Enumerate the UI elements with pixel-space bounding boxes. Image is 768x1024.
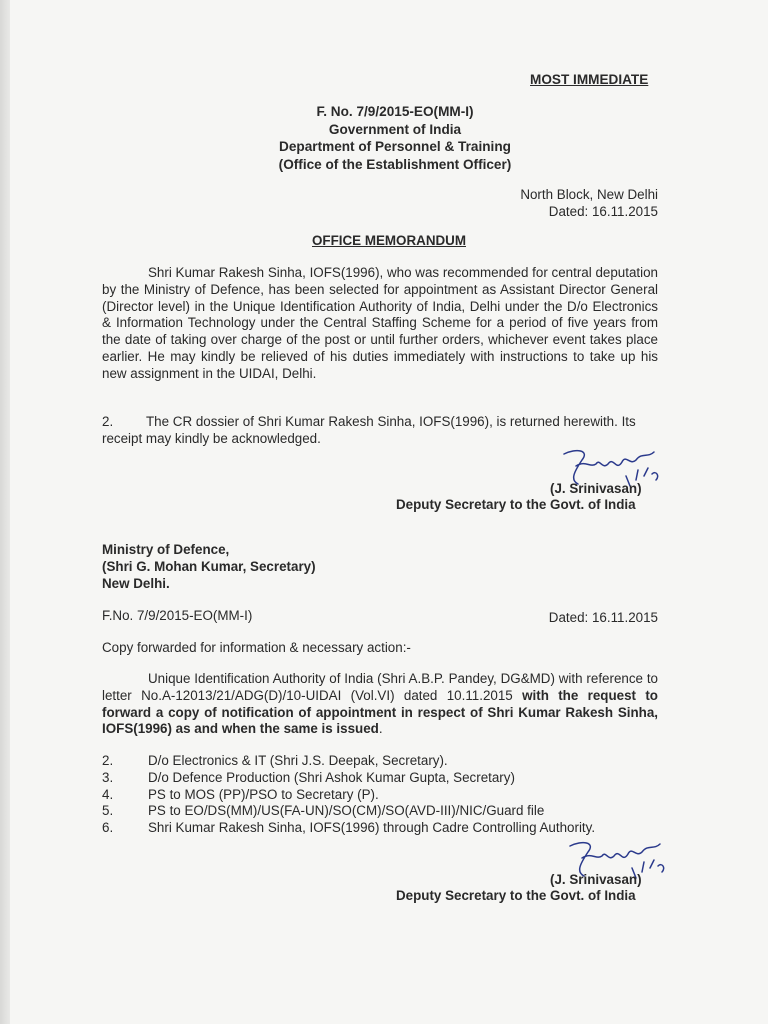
letterhead [230, 103, 560, 173]
list-item-number: 6. [102, 820, 114, 836]
memo-title: OFFICE MEMORANDUM [312, 233, 466, 248]
copy-item-1-text: Unique Identification Authority of India (Shri A.B.P. Pandey, DG&MD) with reference to letter No.A-12013/21/ADG(D)/10-UIDAI (Vol.VI) dated 10.11.2015 [102, 671, 658, 703]
copy-item-1-end: . [378, 721, 383, 737]
addressee-ministry: Ministry of Defence, [102, 542, 230, 557]
paragraph-number: 2. [102, 414, 114, 429]
copy-list [102, 753, 595, 837]
list-item [102, 753, 595, 770]
org-department: Department of Personnel & Training [279, 139, 511, 154]
paragraph-text: The CR dossier of Shri Kumar Rakesh Sinha, IOFS(1996), is returned herewith. Its receipt may kindly be acknowledged. [102, 414, 636, 446]
list-item [102, 787, 595, 804]
list-item [102, 820, 595, 837]
memo-paragraph-1: Shri Kumar Rakesh Sinha, IOFS(1996), who was recommended for central deputation by the Ministry of Defence, has been selected for appointment as Assistant Director General (Director level) in the Unique Identification Authority of India, Delhi under the D/o Electronics & Information Technology under the Central Staffing Scheme for a period of five years from the date of taking over charge of the post or until further orders, whichever event takes place earlier. He may kindly be relieved of his duties immediately with instructions to take up his new assignment in the UIDAI, Delhi. [102, 265, 658, 381]
list-item [102, 803, 595, 820]
memo-date: Dated: 16.11.2015 [548, 204, 658, 219]
scan-edge [0, 0, 10, 1024]
org-office: (Office of the Establishment Officer) [278, 156, 512, 172]
list-item-number: 3. [102, 769, 114, 785]
list-item-number: 5. [102, 803, 114, 819]
list-item-text: PS to EO/DS(MM)/US(FA-UN)/SO(CM)/SO(AVD-III)/NIC/Guard file [148, 803, 545, 819]
addressee-block [102, 542, 316, 592]
list-item-text: Shri Kumar Rakesh Sinha, IOFS(1996) through Cadre Controlling Authority. [148, 820, 596, 836]
list-item-text: D/o Electronics & IT (Shri J.S. Deepak, Secretary). [148, 753, 448, 768]
copy-item-1-request: with the request to forward a copy of notification of appointment in respect of Shri Kumar Rakesh Sinha, IOFS(1996) as and when the same is issued [102, 687, 658, 737]
list-item [102, 770, 595, 787]
list-item-number: 4. [102, 786, 114, 802]
list-item-number: 2. [102, 753, 114, 768]
document-page [10, 0, 768, 1024]
file-number: F. No. 7/9/2015-EO(MM-I) [316, 104, 474, 119]
place-date [520, 186, 658, 220]
signatory-designation: Deputy Secretary to the Govt. of India [396, 497, 636, 512]
place: North Block, New Delhi [520, 187, 658, 202]
addressee-attention: (Shri G. Mohan Kumar, Secretary) [102, 558, 316, 574]
list-item-text: D/o Defence Production (Shri Ashok Kumar Gupta, Secretary) [148, 769, 515, 785]
org-government: Government of India [328, 121, 462, 137]
copy-date: Dated: 16.11.2015 [548, 610, 658, 625]
priority-label: MOST IMMEDIATE [530, 72, 649, 87]
copy-intro: Copy forwarded for information & necessary action:- [102, 640, 411, 655]
memo-paragraph-2 [102, 414, 658, 448]
list-item-text: PS to MOS (PP)/PSO to Secretary (P). [148, 786, 379, 802]
signatory-name: (J. Srinivasan) [550, 481, 642, 496]
signatory-name: (J. Srinivasan) [550, 872, 642, 887]
copy-item-1 [102, 671, 658, 738]
signatory-designation: Deputy Secretary to the Govt. of India [396, 888, 636, 903]
addressee-city: New Delhi. [102, 575, 170, 591]
copy-file-number: F.No. 7/9/2015-EO(MM-I) [102, 608, 253, 623]
